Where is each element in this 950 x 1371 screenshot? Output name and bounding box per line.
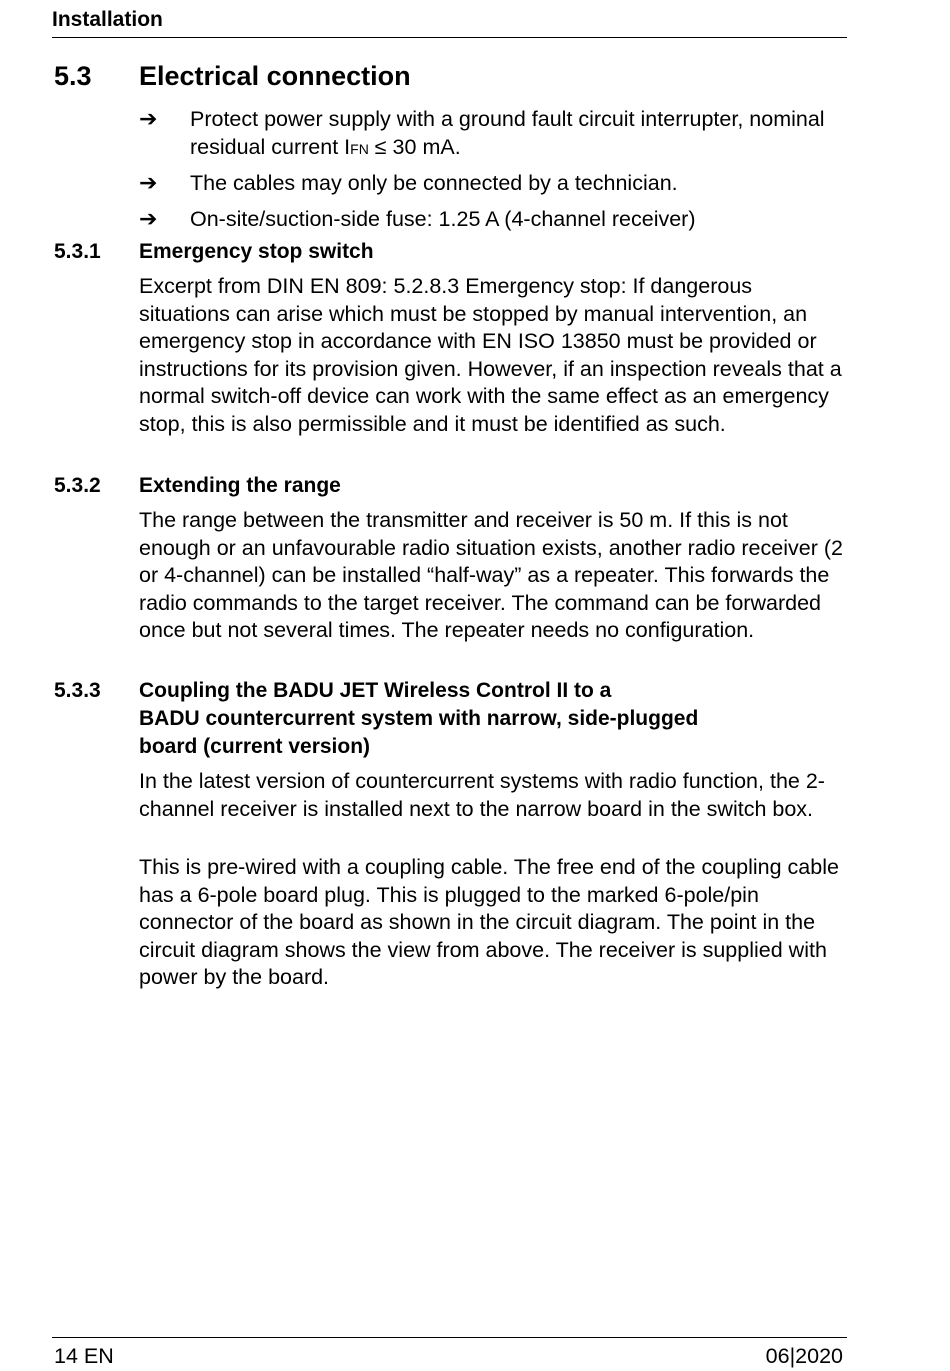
page-footer <box>52 1337 847 1371</box>
bullet-item-1: Protect power supply with a ground fault circuit interrupter, nominal residual current IFN ≤ 30 mA. <box>190 107 825 159</box>
section-number: 5.3 <box>54 61 92 91</box>
arrow-right-icon: ➔ <box>139 106 158 131</box>
subsection-title-coupling <box>139 677 844 761</box>
subsection-title-extending-range: Extending the range <box>139 474 341 497</box>
subsection-number-5-3-3: 5.3.3 <box>54 679 101 702</box>
coupling-title-line-1: Coupling the BADU JET Wireless Control II to a <box>139 679 612 702</box>
coupling-title-line-2: BADU countercurrent system with narrow, side-plugged <box>139 707 699 730</box>
emergency-stop-paragraph: Excerpt from DIN EN 809: 5.2.8.3 Emergency stop: If dangerous situations can arise which must be stopped by manual intervention, an emergency stop in accordance with EN ISO 13850 must be provided or instructions for its provision given. However, if an inspection reveals that a normal switch-off device can work with the same effect as an emergency stop, this is also permissible and it must be identified as such. <box>139 274 842 436</box>
header-title: Installation <box>52 8 163 31</box>
coupling-paragraph-1: In the latest version of countercurrent systems with radio function, the 2-channel receiver is installed next to the narrow board in the switch box. <box>139 769 825 821</box>
subsection-number-5-3-1: 5.3.1 <box>54 240 101 263</box>
subsection-title-emergency-stop: Emergency stop switch <box>139 240 374 263</box>
coupling-paragraph-2: This is pre-wired with a coupling cable. The free end of the coupling cable has a 6-pole board plug. This is plugged to the marked 6-pole/pin connector of the board as shown in the circuit diagram. The point in the circuit diagram shows the view from above. The receiver is supplied with power by the board. <box>139 855 839 990</box>
page-number: 14 EN <box>54 1344 114 1368</box>
page-header <box>52 6 847 38</box>
arrow-right-icon: ➔ <box>139 206 158 231</box>
coupling-title-line-3: board (current version) <box>139 735 371 758</box>
document-date: 06|2020 <box>765 1344 843 1368</box>
subsection-number-5-3-2: 5.3.2 <box>54 474 101 497</box>
bullet-item-3: On-site/suction-side fuse: 1.25 A (4-channel receiver) <box>190 207 696 231</box>
extending-range-paragraph: The range between the transmitter and receiver is 50 m. If this is not enough or an unfavourable radio situation exists, another radio receiver (2 or 4-channel) can be installed “half-way” as a repeater. This forwards the radio commands to the target receiver. The command can be forwarded once but not several times. The repeater needs no configuration. <box>139 508 843 643</box>
section-title: Electrical connection <box>139 61 411 91</box>
bullet-item-2: The cables may only be connected by a technician. <box>190 171 678 195</box>
arrow-right-icon: ➔ <box>139 170 158 195</box>
